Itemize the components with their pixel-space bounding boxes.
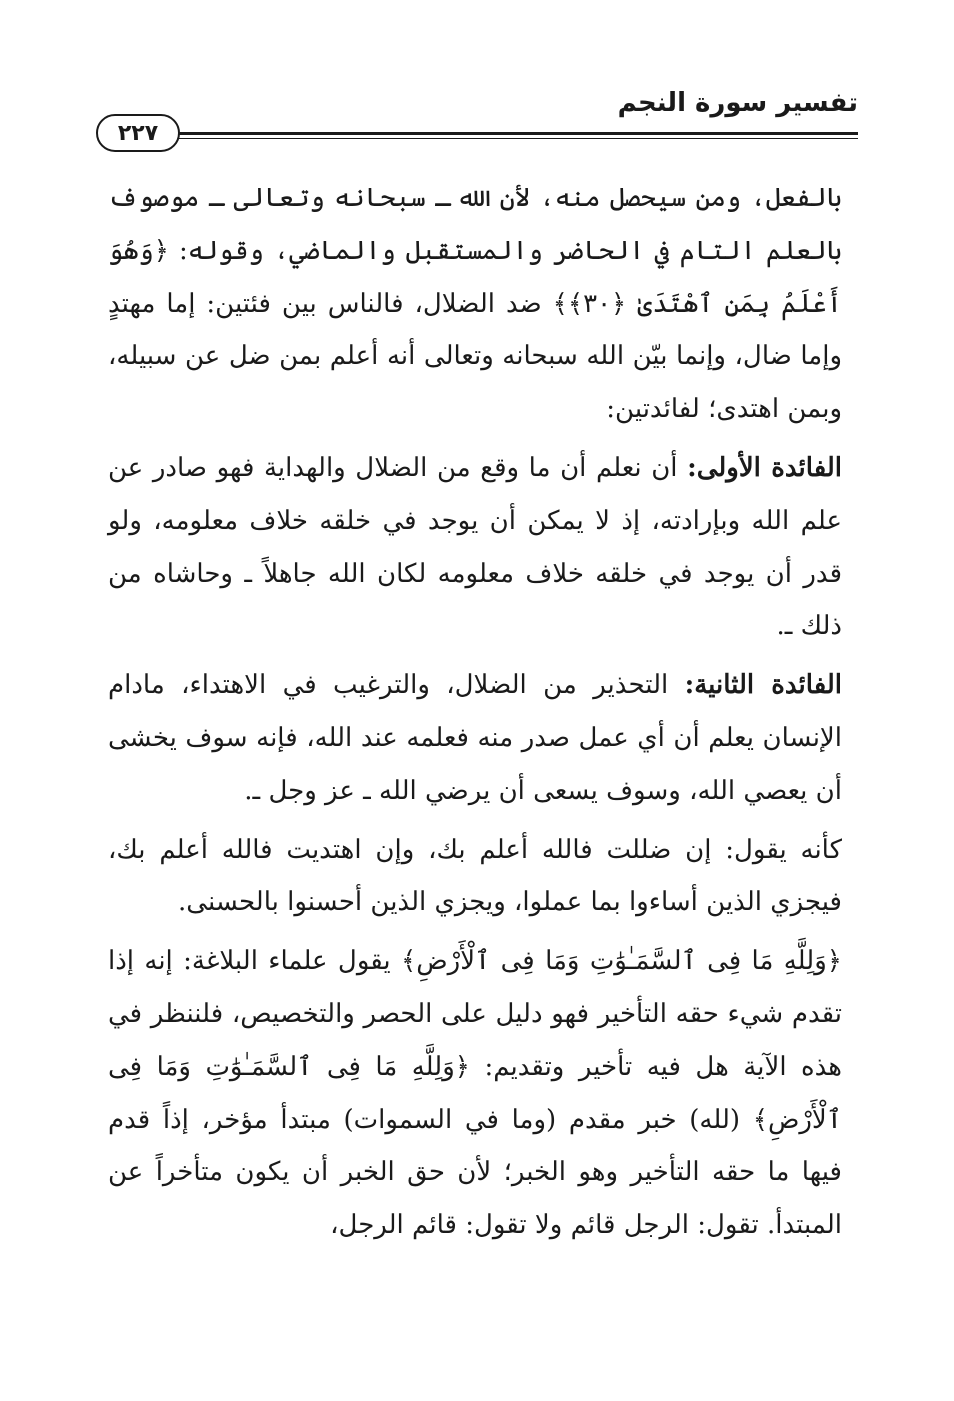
paragraph-lead: الفائدة الأولى: xyxy=(687,452,842,483)
paragraph-text: التحذير من الضلال، والترغيب في الاهتداء، مادام الإنسان يعلم أن أي عمل صدر منه فعلمه عند الله، فإنه سوف يخشى أن يعصي الله، وسوف يسعى أن يرضي الله ـ عز وجل ـ. xyxy=(108,670,842,806)
paragraph-meaning xyxy=(108,824,842,930)
paragraph-rhetoric xyxy=(108,935,842,1252)
paragraph-intro xyxy=(108,172,842,436)
running-title: تفسير سورة النجم xyxy=(617,88,858,118)
paragraph-text: كأنه يقول: إن ضللت فالله أعلم بك، وإن اهتديت فالله أعلم بك، فيجزي الذين أساءوا بما عملوا، ويجزي الذين أحسنوا بالحسنى. xyxy=(108,834,842,918)
page-header xyxy=(96,88,858,158)
paragraph-text: بالفعل، ومن سيحصل منه، لأن الله ـ سبحانه وتعالى ـ موصوف بالعلم التام في الحاضر والمستقبل والماضي، وقوله: ﴿وَهُوَ أَعْلَمُ بِمَنِ ٱهْتَدَىٰ ﴿٣٠﴾﴾ ضد الضلال، فالناس بين فئتين: إما مهتدٍ وإما ضال، وإنما بيّن الله سبحانه وتعالى أنه أعلم بمن ضل عن سبيله، وبمن اهتدى؛ لفائدتين: xyxy=(108,183,842,425)
header-rule xyxy=(168,132,858,139)
page-number: ٢٢٧ xyxy=(96,114,180,152)
paragraph-second-benefit xyxy=(108,659,842,817)
page-body xyxy=(108,172,842,1256)
paragraph-text: أن نعلم أن ما وقع من الضلال والهداية فهو صادر عن علم الله وبإرادته، إذ لا يمكن أن يوجد في خلقه خلاف معلومه، ولو قدر أن يوجد في خلقه خلاف معلومه لكان الله جاهلاً ـ وحاشاه من ذلك ـ. xyxy=(108,452,842,642)
paragraph-lead: الفائدة الثانية: xyxy=(684,670,843,701)
paragraph-first-benefit xyxy=(108,442,842,653)
paragraph-text: ﴿وَلِلَّهِ مَا فِى ٱلسَّمَـٰوَٰتِ وَمَا فِى ٱلْأَرْضِ﴾ يقول علماء البلاغة: إنه إذا تقدم شيء حقه التأخير فهو دليل على الحصر والتخصيص، فلننظر في هذه الآية هل فيه تأخير وتقديم: ﴿وَلِلَّهِ مَا فِى ٱلسَّمَـٰوَٰتِ وَمَا فِى ٱلْأَرْضِ﴾ (لله) خبر مقدم (وما في السموات) مبتدأ مؤخر، إذاً قدم فيها ما حقه التأخير وهو الخبر؛ لأن حق الخبر أن يكون متأخراً عن المبتدأ. تقول: الرجل قائم ولا تقول: قائم الرجل، xyxy=(108,946,842,1241)
